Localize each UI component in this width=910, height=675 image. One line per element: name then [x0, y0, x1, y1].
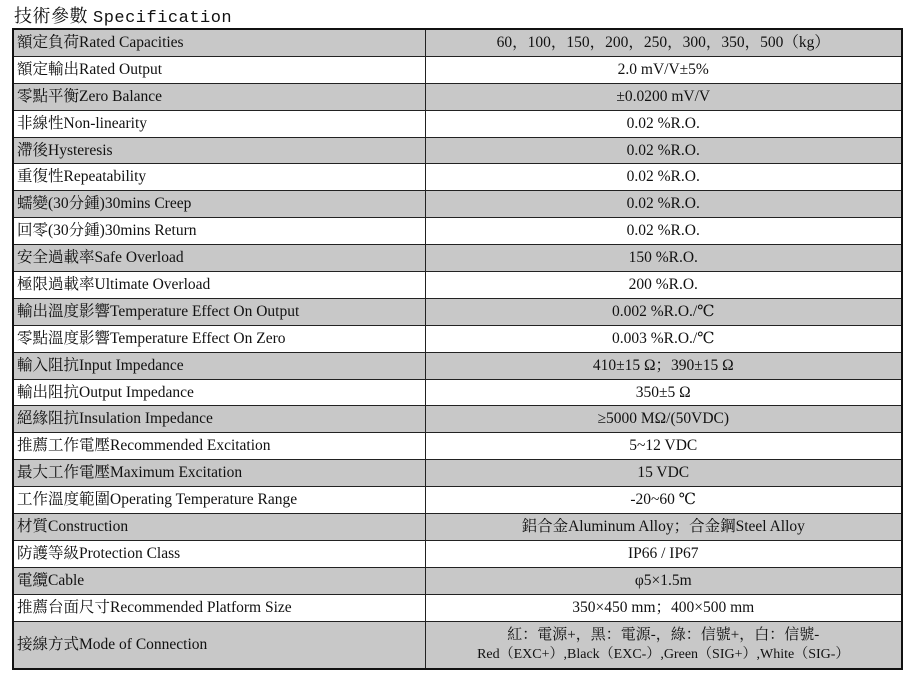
row-label: 防護等級Protection Class	[13, 540, 425, 567]
row-label: 工作溫度範圍Operating Temperature Range	[13, 487, 425, 514]
row-label: 安全過載率Safe Overload	[13, 245, 425, 272]
title-en: Specification	[93, 9, 233, 28]
row-value: ±0.0200 mV/V	[425, 83, 902, 110]
row-value: 350×450 mm；400×500 mm	[425, 594, 902, 621]
row-value: 60，100，150，200，250，300，350，500（kg）	[425, 29, 902, 56]
row-label: 輸出溫度影響Temperature Effect On Output	[13, 298, 425, 325]
row-temp-effect-output	[13, 298, 902, 325]
row-value: 200 %R.O.	[425, 272, 902, 299]
title-cn: 技術參數	[14, 6, 88, 26]
row-protection-class	[13, 540, 902, 567]
row-label: 滯後Hysteresis	[13, 137, 425, 164]
row-label: 推薦台面尺寸Recommended Platform Size	[13, 594, 425, 621]
row-value: 0.02 %R.O.	[425, 137, 902, 164]
row-label: 零點溫度影響Temperature Effect On Zero	[13, 325, 425, 352]
row-value: 350±5 Ω	[425, 379, 902, 406]
row-value: 0.002 %R.O./℃	[425, 298, 902, 325]
row-label: 材質Construction	[13, 514, 425, 541]
row-value: 0.02 %R.O.	[425, 110, 902, 137]
row-input-impedance	[13, 352, 902, 379]
row-cable	[13, 567, 902, 594]
row-label: 額定輸出Rated Output	[13, 56, 425, 83]
row-label: 推薦工作電壓Recommended Excitation	[13, 433, 425, 460]
row-temp-effect-zero	[13, 325, 902, 352]
row-safe-overload	[13, 245, 902, 272]
row-creep	[13, 191, 902, 218]
row-value: 15 VDC	[425, 460, 902, 487]
row-value	[425, 621, 902, 669]
row-value: 410±15 Ω；390±15 Ω	[425, 352, 902, 379]
row-label: 電纜Cable	[13, 567, 425, 594]
row-construction	[13, 514, 902, 541]
row-value: 鋁合金Aluminum Alloy；合金鋼Steel Alloy	[425, 514, 902, 541]
row-label: 極限過載率Ultimate Overload	[13, 272, 425, 299]
page-title	[14, 4, 232, 28]
row-non-linearity	[13, 110, 902, 137]
row-value: 5~12 VDC	[425, 433, 902, 460]
row-label: 接線方式Mode of Connection	[13, 621, 425, 669]
row-value: 0.02 %R.O.	[425, 164, 902, 191]
row-ultimate-overload	[13, 272, 902, 299]
row-label: 非線性Non-linearity	[13, 110, 425, 137]
row-output-impedance	[13, 379, 902, 406]
row-operating-temperature	[13, 487, 902, 514]
row-label: 重復性Repeatability	[13, 164, 425, 191]
row-value: φ5×1.5m	[425, 567, 902, 594]
row-label: 輸出阻抗Output Impedance	[13, 379, 425, 406]
row-hysteresis	[13, 137, 902, 164]
row-label: 零點平衡Zero Balance	[13, 83, 425, 110]
row-return	[13, 218, 902, 245]
row-value: 0.02 %R.O.	[425, 191, 902, 218]
connection-line-en: Red（EXC+）,Black（EXC-）,Green（SIG+）,White（SIG-）	[477, 646, 850, 662]
row-recommended-excitation	[13, 433, 902, 460]
specification-table	[12, 28, 903, 670]
row-zero-balance	[13, 83, 902, 110]
row-mode-of-connection	[13, 621, 902, 669]
row-label: 額定負荷Rated Capacities	[13, 29, 425, 56]
row-value: 2.0 mV/V±5%	[425, 56, 902, 83]
row-insulation-impedance	[13, 406, 902, 433]
row-repeatability	[13, 164, 902, 191]
row-value: 0.003 %R.O./℃	[425, 325, 902, 352]
row-platform-size	[13, 594, 902, 621]
row-value: IP66 / IP67	[425, 540, 902, 567]
row-value: ≥5000 MΩ/(50VDC)	[425, 406, 902, 433]
row-rated-capacities	[13, 29, 902, 56]
row-value: -20~60 ℃	[425, 487, 902, 514]
row-label: 最大工作電壓Maximum Excitation	[13, 460, 425, 487]
row-label: 絕緣阻抗Insulation Impedance	[13, 406, 425, 433]
row-maximum-excitation	[13, 460, 902, 487]
connection-line-cn: 紅：電源+，黑：電源-，綠：信號+，白：信號-	[507, 626, 820, 643]
row-label: 蠕變(30分鍾)30mins Creep	[13, 191, 425, 218]
row-label: 回零(30分鍾)30mins Return	[13, 218, 425, 245]
row-value: 0.02 %R.O.	[425, 218, 902, 245]
row-label: 輸入阻抗Input Impedance	[13, 352, 425, 379]
row-rated-output	[13, 56, 902, 83]
row-value: 150 %R.O.	[425, 245, 902, 272]
